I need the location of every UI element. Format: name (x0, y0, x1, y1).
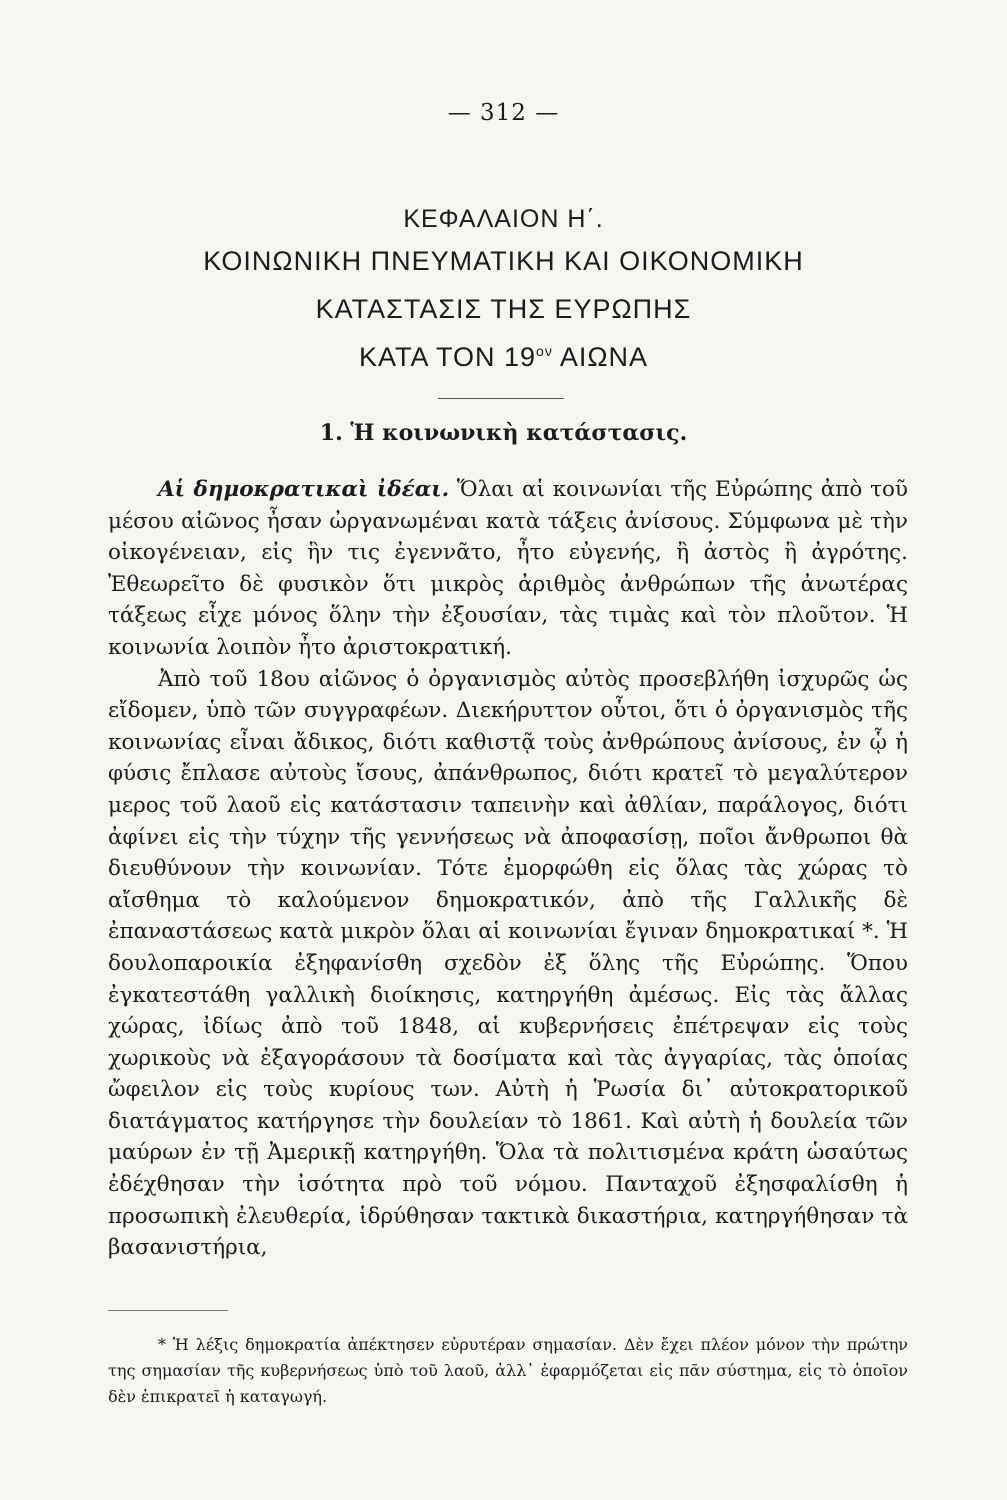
page-number: — 312 — (447, 100, 560, 126)
paragraph-1-text: Ὅλαι αἱ κοινωνίαι τῆς Εὐρώπης ἀπὸ τοῦ μέσου αἰῶνος ἦσαν ὠργανωμέναι κατὰ τάξεις ἀνίσους. Σύμφωνα μὲ τὴν οἰκογένειαν, εἰς ἣν τις ἐγεννᾶτο, ἦτο εὐγενής, ἢ ἀστὸς ἢ ἀγρότης. Ἐθεωρεῖτο δὲ φυσικὸν ὅτι μικρὸς ἀριθμὸς ἀνθρώπων τῆς ἀνωτέρας τάξεως εἶχε μόνος ὅλην τὴν ἐξουσίαν, τὰς τιμὰς καὶ τὸν πλοῦτον. Ἡ κοινωνία λοιπὸν ἦτο ἀριστοκρατική. (108, 477, 908, 660)
chapter-label: ΚΕΦΑΛΑΙΟΝ Η΄. (403, 205, 604, 233)
title-divider (438, 398, 564, 399)
paragraph-1-lead: Αἱ δημοκρατικαὶ ἰδέαι. (158, 477, 450, 502)
footnote-divider (108, 1310, 228, 1311)
chapter-title-line-1: ΚΟΙΝΩΝΙΚΗ ΠΝΕΥΜΑΤΙΚΗ ΚΑΙ ΟΙΚΟΝΟΜΙΚΗ (203, 246, 804, 276)
body-text (108, 474, 908, 1264)
chapter-title-line-3-pre: ΚΑΤΑ ΤΟΝ 19 (358, 342, 537, 372)
section-heading: 1. Ἡ κοινωνικὴ κατάστασις. (319, 420, 688, 446)
paragraph-1 (108, 474, 908, 664)
chapter-title-line-2: ΚΑΤΑΣΤΑΣΙΣ ΤΗΣ ΕΥΡΩΠΗΣ (315, 294, 692, 324)
chapter-title-line-3-post: ΑΙΩΝΑ (552, 342, 649, 372)
ordinal-superscript: ον (536, 343, 553, 359)
footnote: * Ἡ λέξις δημοκρατία ἀπέκτησεν εὐρυτέραν σημασίαν. Δὲν ἔχει πλέον μόνον τὴν πρώτην της σημασίαν τῆς κυβερνήσεως ὑπὸ τοῦ λαοῦ, ἀλλ᾽ ἐφαρμόζεται εἰς πᾶν σύστημα, εἰς τὸ ὁποῖον δὲν ἐπικρατεῖ ἡ καταγωγή. (108, 1335, 908, 1406)
chapter-title-line-3 (0, 342, 1007, 373)
paragraph-2: Ἀπὸ τοῦ 18ου αἰῶνος ὁ ὀργανισμὸς αὐτὸς προσεβλήθη ἰσχυρῶς ὡς εἴδομεν, ὑπὸ τῶν συγγραφέων. Διεκήρυττον οὗτοι, ὅτι ὁ ὀργανισμὸς τῆς κοινωνίας εἶναι ἄδικος, διότι καθιστᾷ τοὺς ἀνθρώπους ἀνίσους, ἐν ᾧ ἡ φύσις ἔπλασε αὐτοὺς ἴσους, ἀπάνθρωπος, διότι κρατεῖ τὸ μεγαλύτερον μερος τοῦ λαοῦ εἰς κατάστασιν ταπεινὴν καὶ ἀθλίαν, παράλογος, διότι ἀφίνει εἰς τὴν τύχην τῆς γεννήσεως νὰ ἀποφασίσῃ, ποῖοι ἄνθρωποι θὰ διευθύνουν τὴν κοινωνίαν. Τότε ἐμορφώθη εἰς ὅλας τὰς χώρας τὸ αἴσθημα τὸ καλούμενον δημοκρατικόν, ἀπὸ τῆς Γαλλικῆς δὲ ἐπαναστάσεως κατὰ μικρὸν ὅλαι αἱ κοινωνίαι ἔγιναν δημοκρατικαί *. Ἡ δουλοπαροικία ἐξηφανίσθη σχεδὸν ἐξ ὅλης τῆς Εὐρώπης. Ὅπου ἐγκατεστάθη γαλλικὴ διοίκησις, κατηργήθη ἀμέσως. Εἰς τὰς ἄλλας χώρας, ἰδίως ἀπὸ τοῦ 1848, αἱ κυβερνήσεις ἐπέτρεψαν εἰς τοὺς χωρικοὺς νὰ ἐξαγοράσουν τὰ δοσίματα καὶ τὰς ἀγγαρίας, τὰς ὁποίας ὤφειλον εἰς τοὺς κυρίους των. Αὐτὴ ἡ Ῥωσία δι᾽ αὐτοκρατορικοῦ διατάγματος κατήργησε τὴν δουλείαν τὸ 1861. Καὶ αὐτὴ ἡ δουλεία τῶν μαύρων ἐν τῇ Ἀμερικῇ κατηργήθη. Ὅλα τὰ πολιτισμένα κράτη ὡσαύτως ἐδέχθησαν τὴν ἰσότητα πρὸ τοῦ νόμου. Πανταχοῦ ἐξησφαλίσθη ἡ προσωπικὴ ἐλευθερία, ἱδρύθησαν τακτικὰ δικαστήρια, κατηργήθησαν τὰ βασανιστήρια, (108, 666, 908, 1261)
